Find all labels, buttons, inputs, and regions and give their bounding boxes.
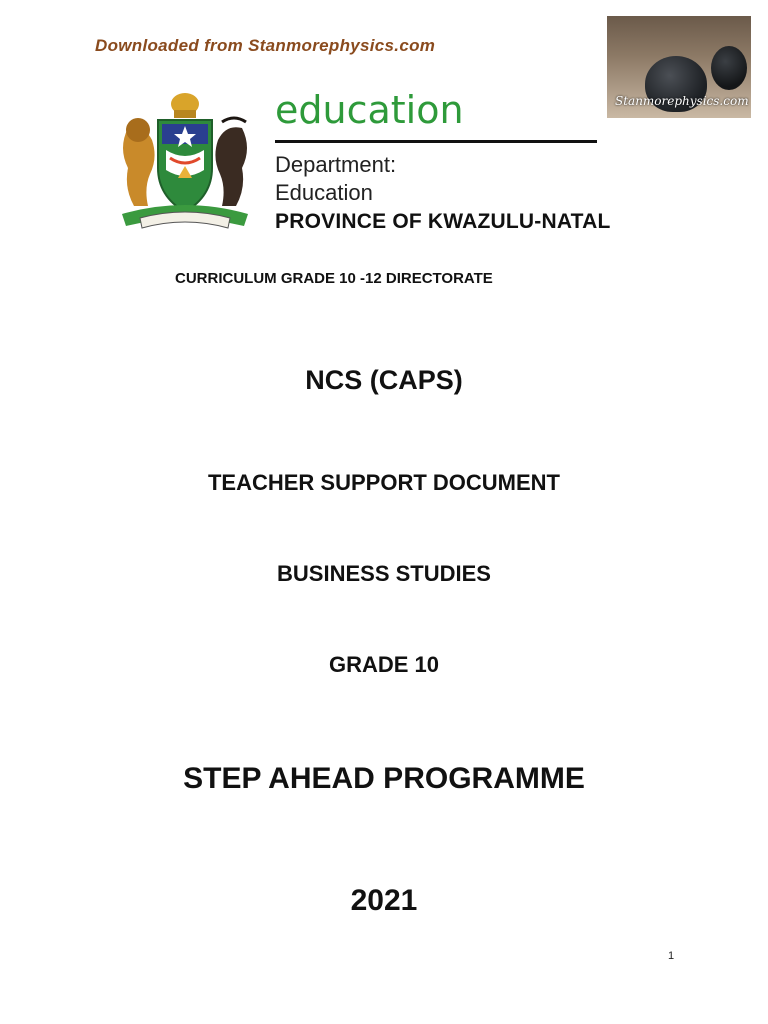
page-number: 1 — [668, 950, 675, 962]
education-logo-text: education — [275, 88, 464, 132]
photo-watermark: Stanmorephysics.com — [615, 94, 749, 108]
subject-title: BUSINESS STUDIES — [277, 561, 491, 586]
curriculum-title: NCS (CAPS) — [305, 365, 463, 395]
download-source-banner[interactable]: Downloaded from Stanmorephysics.com — [95, 36, 436, 55]
grade-label: GRADE 10 — [328, 652, 440, 677]
stanmorephysics-photo — [607, 16, 751, 118]
department-label: Department: — [275, 152, 397, 177]
logo-divider — [275, 140, 597, 143]
document-type: TEACHER SUPPORT DOCUMENT — [207, 470, 560, 495]
department-name: Education — [275, 180, 373, 205]
kzn-coat-of-arms-icon — [118, 88, 252, 234]
province-name: PROVINCE OF KWAZULU-NATAL — [275, 210, 611, 233]
directorate-heading: CURRICULUM GRADE 10 -12 DIRECTORATE — [175, 270, 493, 287]
document-year: 2021 — [350, 884, 418, 917]
plant-pot-image — [711, 46, 747, 90]
programme-title: STEP AHEAD PROGRAMME — [183, 762, 585, 795]
